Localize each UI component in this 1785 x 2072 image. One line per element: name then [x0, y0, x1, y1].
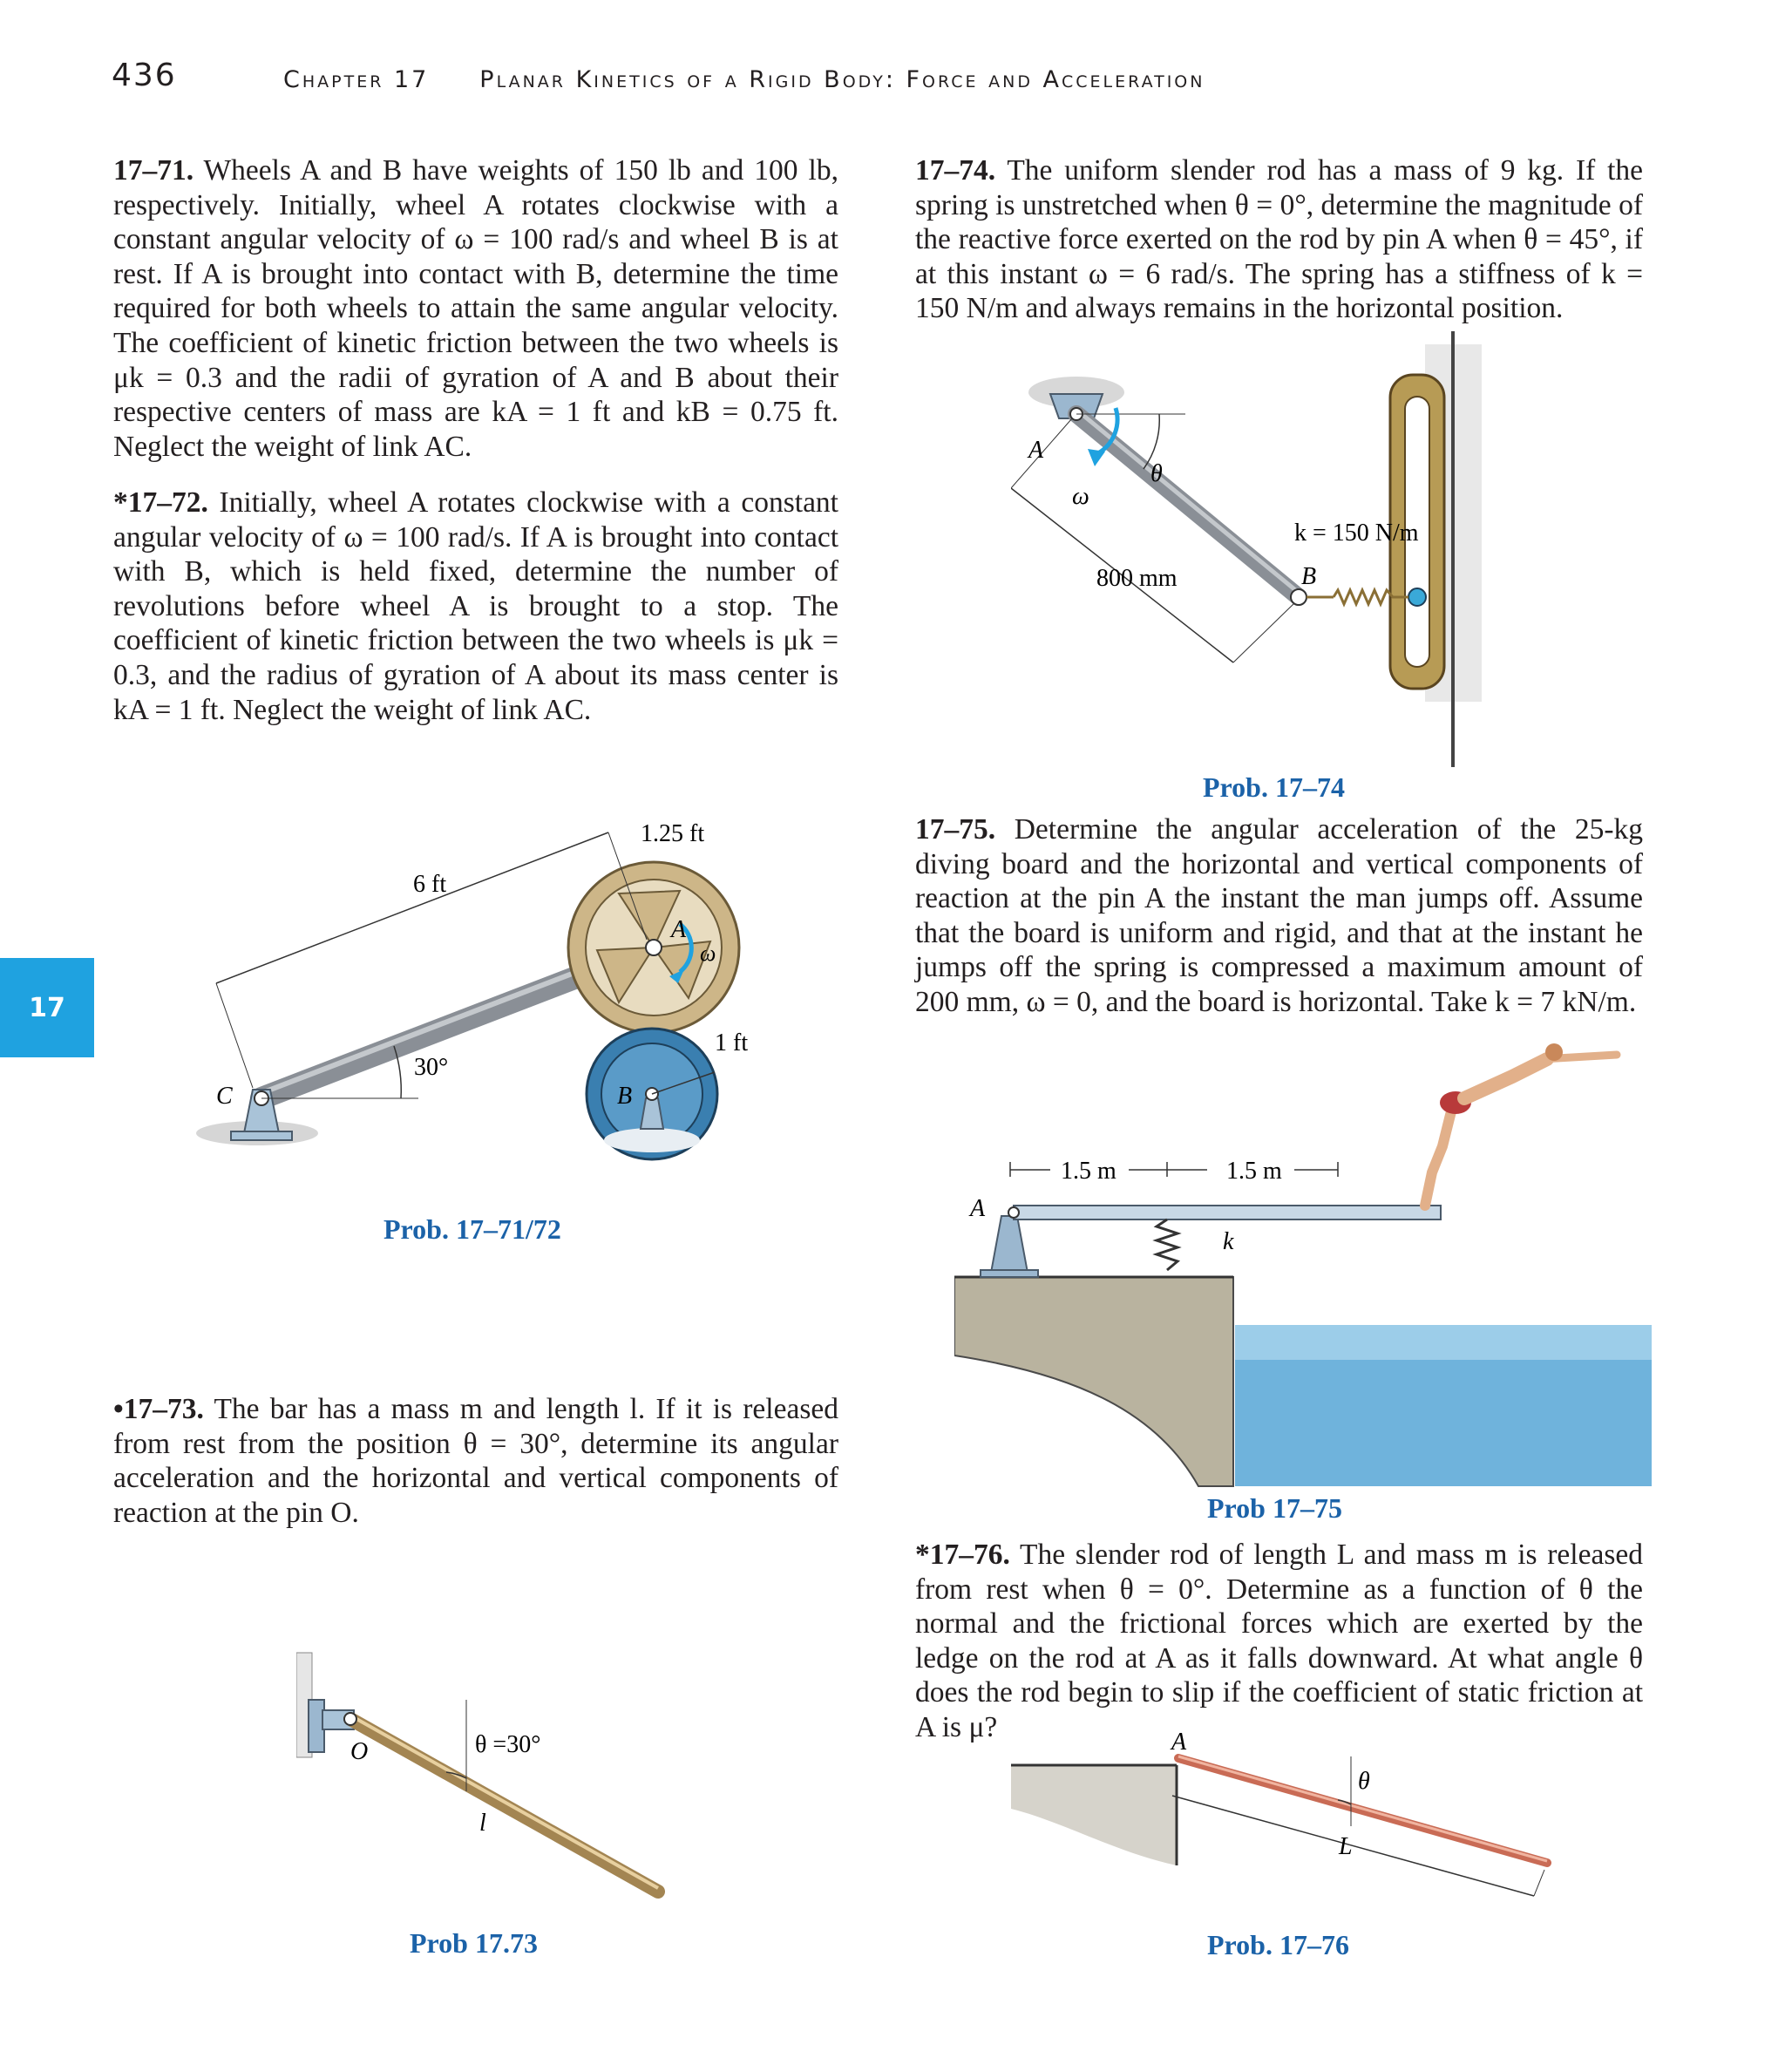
man-head	[1545, 1043, 1563, 1061]
support-a-base	[981, 1270, 1038, 1277]
chapter-title: Planar Kinetics of a Rigid Body: Force and Acceleration	[479, 66, 1205, 93]
label-omega: ω	[700, 941, 716, 966]
problem-text: The bar has a mass m and length l. If it is released from rest from the position θ = 30°, determine its angular acceleration and the horizontal and vertical components of reaction at the pin O.	[113, 1393, 838, 1529]
ground-b	[604, 1128, 700, 1152]
label-30deg: 30°	[414, 1054, 449, 1081]
dim-ext	[1233, 603, 1294, 662]
pin-a	[646, 940, 662, 955]
label-k: k	[1223, 1228, 1234, 1255]
problem-number: *17–72.	[113, 486, 208, 519]
caption-17-71-72: Prob. 17–71/72	[383, 1213, 561, 1245]
label-theta: θ	[1150, 460, 1163, 487]
label-a: A	[671, 916, 687, 943]
label-1-5m-b: 1.5 m	[1226, 1158, 1282, 1185]
problem-number: 17–75.	[915, 813, 996, 846]
problem-text: Determine the angular acceleration of the 25-kg diving board and the horizontal and vertical components of reaction at the pin A the instant the man jumps off. Assume that the board is uniform and rigid, and that at the instant he jumps off the spring is compressed a maximum amount of 200 mm, ω = 0, and the board is horizontal. Take k = 7 kN/m.	[915, 813, 1643, 1018]
problem-number: 17–71.	[113, 154, 194, 187]
page-number: 436	[112, 58, 177, 93]
label-b: B	[617, 1083, 633, 1110]
label-1-25ft: 1.25 ft	[641, 820, 705, 847]
label-theta: θ	[1358, 1768, 1370, 1795]
water-surface	[1235, 1325, 1652, 1360]
problem-text: Wheels A and B have weights of 150 lb and 100 lb, respectively. Initially, wheel A rotates clockwise with a constant angular velocity of ω = 100 rad/s and wheel B is at rest. If A is brought into contact with B, determine the time required for both wheels to attain the same angular velocity. The coefficient of kinetic friction between the two wheels is μk = 0.3 and the radii of gyration of A and B about their respective centers of mass are kA = 1 ft and kB = 0.75 ft. Neglect the weight of link AC.	[113, 154, 838, 463]
problem-text: The uniform slender rod has a mass of 9 kg. If the spring is unstretched when θ = 0°, determine the magnitude of the reactive force exerted on the rod by pin A when θ = 45°, if at this instant ω = 6 rad/s. The spring has a stiffness of k = 150 N/m and always remains in the horizontal position.	[915, 154, 1643, 325]
caption-17-75: Prob 17–75	[1207, 1492, 1342, 1524]
problem-17-72	[113, 486, 838, 727]
label-o: O	[350, 1738, 369, 1765]
board	[1014, 1206, 1441, 1219]
wall-edge	[1451, 331, 1455, 767]
label-800mm: 800 mm	[1096, 565, 1178, 592]
label-1-5m-a: 1.5 m	[1061, 1158, 1116, 1185]
running-header	[283, 66, 1205, 93]
label-l: L	[1339, 1833, 1353, 1860]
label-c: C	[216, 1083, 233, 1110]
label-b: B	[1301, 563, 1317, 590]
problem-text: The slender rod of length L and mass m is released from rest when θ = 0°. Determine as a function of θ the normal and the frictional forces which are exerted by the ledge on the rod at A as it falls downward. At what angle θ does the rod begin to slip if the coefficient of static friction at A is μ?	[915, 1539, 1643, 1743]
label-1ft: 1 ft	[715, 1029, 749, 1056]
pin-a	[1008, 1207, 1019, 1218]
spring	[1157, 1219, 1178, 1270]
caption-17-76: Prob. 17–76	[1207, 1929, 1349, 1960]
label-6ft: 6 ft	[413, 871, 447, 898]
label-theta: θ =30°	[475, 1731, 541, 1758]
problem-17-74	[915, 153, 1643, 326]
problem-number: •17–73.	[113, 1393, 204, 1425]
label-a: A	[1028, 437, 1044, 464]
pin-o	[344, 1713, 356, 1725]
chapter-label: Chapter 17	[283, 66, 430, 93]
caption-17-73: Prob 17.73	[410, 1927, 538, 1959]
problem-17-73	[113, 1392, 838, 1530]
label-a: A	[970, 1195, 986, 1222]
collar	[1408, 588, 1426, 606]
problem-number: 17–74.	[915, 154, 996, 187]
problem-number: *17–76.	[915, 1539, 1010, 1571]
man-torso	[1464, 1059, 1547, 1098]
problem-17-71	[113, 153, 838, 464]
dim-ext	[1534, 1870, 1544, 1896]
caption-17-74: Prob. 17–74	[1203, 771, 1345, 803]
label-a: A	[1171, 1729, 1187, 1756]
ledge	[1011, 1765, 1177, 1865]
omega-arrowhead	[1088, 449, 1105, 466]
support-a	[991, 1216, 1028, 1273]
problem-text: Initially, wheel A rotates clockwise with a constant angular velocity of ω = 100 rad/s. If A is brought into contact with B, which is held fixed, determine the number of revolutions before wheel A is brought to a stop. The coefficient of kinetic friction between the two wheels is μk = 0.3, and the radius of gyration of A about its mass center is kA = 1 ft. Neglect the weight of link AC.	[113, 486, 838, 726]
chapter-tab: 17	[0, 958, 94, 1057]
figure-ledge-rod	[1011, 1722, 1569, 1913]
label-k: k = 150 N/m	[1294, 520, 1419, 547]
label-omega: ω	[1072, 483, 1089, 510]
pin-b	[1291, 589, 1307, 605]
figure-bar	[296, 1647, 680, 1918]
support-c-base	[231, 1131, 292, 1140]
problem-17-75	[915, 812, 1643, 1020]
figure-rod-spring	[1011, 331, 1499, 767]
figure-wheels	[192, 811, 819, 1185]
man-legs	[1425, 1111, 1451, 1206]
dim-ext	[216, 983, 253, 1088]
cliff	[954, 1277, 1233, 1486]
label-l: l	[479, 1810, 486, 1837]
problem-17-76	[915, 1538, 1643, 1745]
dim-6ft	[216, 832, 608, 983]
figure-diving-board	[954, 1042, 1652, 1495]
